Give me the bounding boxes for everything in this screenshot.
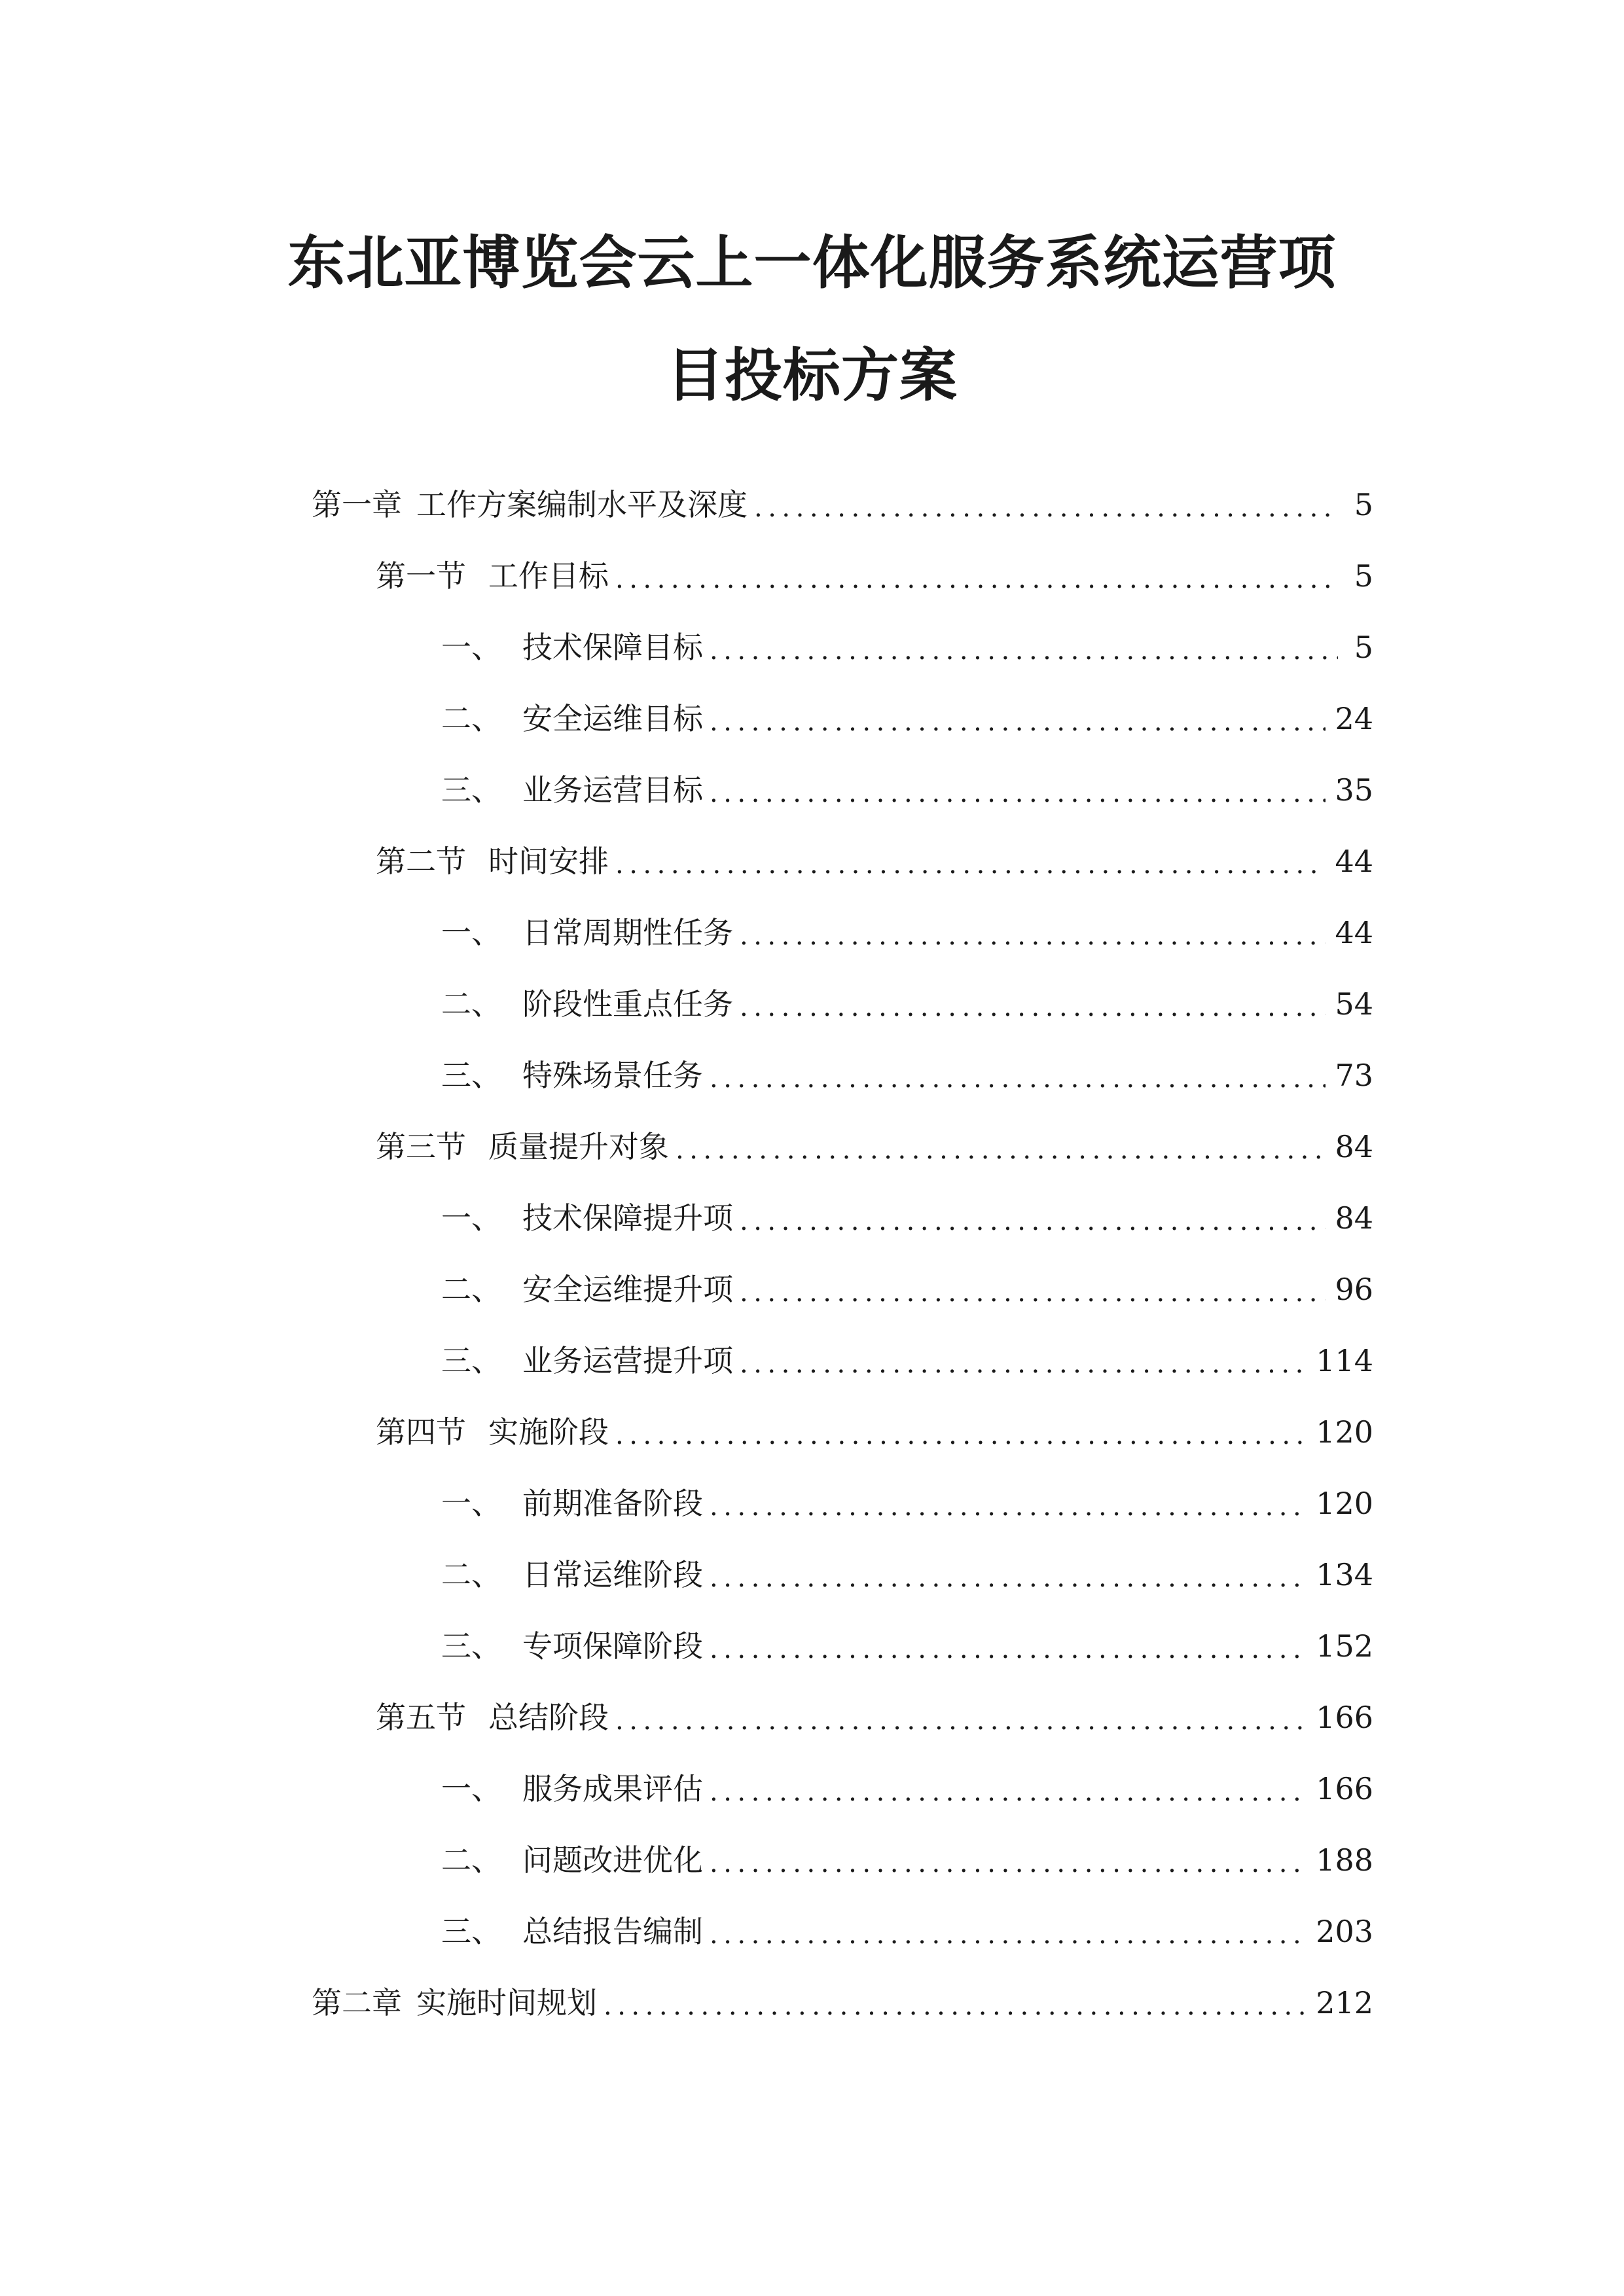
toc-entry[interactable] — [376, 1409, 1373, 1455]
toc-page-number: 166 — [1316, 1700, 1373, 1735]
toc-leader-dots — [740, 981, 1326, 1027]
toc-page-number: 5 — [1354, 558, 1373, 594]
toc-label — [376, 1695, 609, 1740]
toc-entry[interactable] — [441, 624, 1373, 670]
toc-entry[interactable] — [376, 1124, 1373, 1170]
toc-label — [441, 1623, 703, 1669]
toc-number: 第三节 — [376, 1129, 466, 1164]
toc-entry[interactable] — [441, 1195, 1373, 1241]
toc-number: 三、 — [441, 1628, 501, 1664]
toc-label — [441, 1837, 703, 1883]
document-title-line-2: 目投标方案 — [666, 342, 958, 409]
toc-label — [441, 1266, 733, 1312]
toc-text: 质量提升对象 — [488, 1129, 669, 1164]
toc-page-number: 35 — [1335, 772, 1373, 808]
toc-page-number: 44 — [1335, 844, 1373, 879]
toc-text: 时间安排 — [488, 844, 609, 879]
toc-page-number: 212 — [1316, 1985, 1373, 2020]
toc-entry[interactable] — [441, 1766, 1373, 1812]
toc-text: 总结阶段 — [488, 1700, 609, 1735]
toc-entry[interactable] — [376, 1695, 1373, 1740]
toc-number: 一、 — [441, 1200, 501, 1236]
toc-text: 特殊场景任务 — [522, 1058, 703, 1093]
toc-text: 问题改进优化 — [522, 1842, 703, 1878]
toc-entry[interactable] — [441, 1909, 1373, 1954]
toc-label — [441, 696, 703, 742]
toc-page-number: 84 — [1335, 1129, 1373, 1164]
toc-label — [441, 1909, 703, 1954]
toc-leader-dots — [740, 1195, 1326, 1241]
toc-number: 三、 — [441, 1914, 501, 1949]
toc-label — [441, 1338, 733, 1384]
toc-leader-dots — [710, 1837, 1307, 1883]
toc-leader-dots — [615, 1695, 1307, 1740]
toc-number: 一、 — [441, 1771, 501, 1806]
toc-leader-dots — [710, 767, 1326, 813]
toc-entry[interactable] — [441, 1266, 1373, 1312]
toc-label — [441, 910, 733, 956]
toc-label — [312, 482, 748, 528]
toc-number: 三、 — [441, 772, 501, 808]
toc-leader-dots — [615, 553, 1338, 599]
toc-leader-dots — [710, 1766, 1307, 1812]
toc-leader-dots — [604, 1980, 1307, 2026]
toc-number: 三、 — [441, 1058, 501, 1093]
toc-page-number: 5 — [1354, 630, 1373, 665]
toc-page-number: 166 — [1316, 1771, 1373, 1806]
toc-page-number: 120 — [1316, 1486, 1373, 1521]
toc-leader-dots — [615, 838, 1326, 884]
toc-leader-dots — [710, 624, 1338, 670]
toc-page-number: 5 — [1354, 487, 1373, 522]
toc-number: 一、 — [441, 915, 501, 950]
toc-leader-dots — [710, 1623, 1307, 1669]
toc-number: 二、 — [441, 1272, 501, 1307]
toc-number: 一、 — [441, 1486, 501, 1521]
toc-leader-dots — [710, 1909, 1307, 1954]
toc-label — [376, 1409, 609, 1455]
toc-entry[interactable] — [441, 1552, 1373, 1598]
toc-label — [441, 624, 703, 670]
toc-entry[interactable] — [441, 981, 1373, 1027]
toc-label — [376, 838, 609, 884]
toc-label — [441, 981, 733, 1027]
toc-number: 三、 — [441, 1343, 501, 1378]
toc-page-number: 152 — [1316, 1628, 1373, 1664]
toc-entry[interactable] — [376, 553, 1373, 599]
toc-leader-dots — [676, 1124, 1326, 1170]
toc-entry[interactable] — [441, 910, 1373, 956]
toc-entry[interactable] — [441, 1052, 1373, 1098]
toc-text: 前期准备阶段 — [522, 1486, 703, 1521]
toc-page-number: 120 — [1316, 1414, 1373, 1450]
toc-page-number: 24 — [1335, 701, 1373, 736]
toc-page-number: 203 — [1316, 1914, 1373, 1949]
toc-text: 实施阶段 — [488, 1414, 609, 1450]
toc-text: 技术保障提升项 — [522, 1200, 733, 1236]
toc-page-number: 44 — [1335, 915, 1373, 950]
toc-entry[interactable] — [441, 1623, 1373, 1669]
toc-leader-dots — [740, 910, 1326, 956]
toc-label — [441, 1552, 703, 1598]
toc-number: 第五节 — [376, 1700, 466, 1735]
toc-entry[interactable] — [312, 1980, 1373, 2026]
toc-leader-dots — [710, 696, 1326, 742]
toc-label — [441, 1195, 733, 1241]
toc-number: 一、 — [441, 630, 501, 665]
toc-leader-dots — [710, 1552, 1307, 1598]
toc-leader-dots — [754, 482, 1338, 528]
toc-label — [441, 1480, 703, 1526]
toc-label — [441, 1766, 703, 1812]
toc-leader-dots — [740, 1266, 1326, 1312]
toc-text: 服务成果评估 — [522, 1771, 703, 1806]
toc-text: 日常周期性任务 — [522, 915, 733, 950]
toc-page-number: 134 — [1316, 1557, 1373, 1592]
toc-number: 第二章 — [312, 1985, 402, 2020]
toc-page-number: 54 — [1335, 986, 1373, 1022]
toc-page-number: 114 — [1316, 1343, 1373, 1378]
toc-number: 第一节 — [376, 558, 466, 594]
toc-number: 第一章 — [312, 487, 402, 522]
toc-text: 业务运营目标 — [522, 772, 703, 808]
toc-leader-dots — [740, 1338, 1307, 1384]
toc-number: 二、 — [441, 1842, 501, 1878]
toc-label — [441, 767, 703, 813]
toc-text: 安全运维提升项 — [522, 1272, 733, 1307]
toc-page-number: 73 — [1335, 1058, 1373, 1093]
toc-leader-dots — [710, 1480, 1307, 1526]
toc-entry[interactable] — [441, 767, 1373, 813]
toc-page-number: 96 — [1335, 1272, 1373, 1307]
toc-leader-dots — [615, 1409, 1307, 1455]
toc-label — [441, 1052, 703, 1098]
toc-number: 二、 — [441, 1557, 501, 1592]
toc-number: 二、 — [441, 701, 501, 736]
toc-number: 第四节 — [376, 1414, 466, 1450]
toc-text: 业务运营提升项 — [522, 1343, 733, 1378]
toc-page-number: 188 — [1316, 1842, 1373, 1878]
toc-entry[interactable] — [441, 1338, 1373, 1384]
toc-text: 阶段性重点任务 — [522, 986, 733, 1022]
document-title-line-1: 东北亚博览会云上一体化服务系统运营项 — [287, 229, 1337, 296]
toc-number: 第二节 — [376, 844, 466, 879]
toc-entry[interactable] — [441, 1480, 1373, 1526]
toc-entry[interactable] — [441, 1837, 1373, 1883]
toc-number: 二、 — [441, 986, 501, 1022]
toc-label — [376, 1124, 669, 1170]
toc-text: 日常运维阶段 — [522, 1557, 703, 1592]
toc-text: 工作目标 — [488, 558, 609, 594]
toc-text: 专项保障阶段 — [522, 1628, 703, 1664]
toc-leader-dots — [710, 1052, 1326, 1098]
toc-entry[interactable] — [312, 482, 1373, 528]
toc-entry[interactable] — [441, 696, 1373, 742]
toc-label — [376, 553, 609, 599]
toc-page-number: 84 — [1335, 1200, 1373, 1236]
toc-text: 安全运维目标 — [522, 701, 703, 736]
toc-text: 实施时间规划 — [416, 1985, 597, 2020]
toc-text: 技术保障目标 — [522, 630, 703, 665]
toc-entry[interactable] — [376, 838, 1373, 884]
toc-label — [312, 1980, 597, 2026]
toc-text: 总结报告编制 — [522, 1914, 703, 1949]
toc-text: 工作方案编制水平及深度 — [416, 487, 748, 522]
